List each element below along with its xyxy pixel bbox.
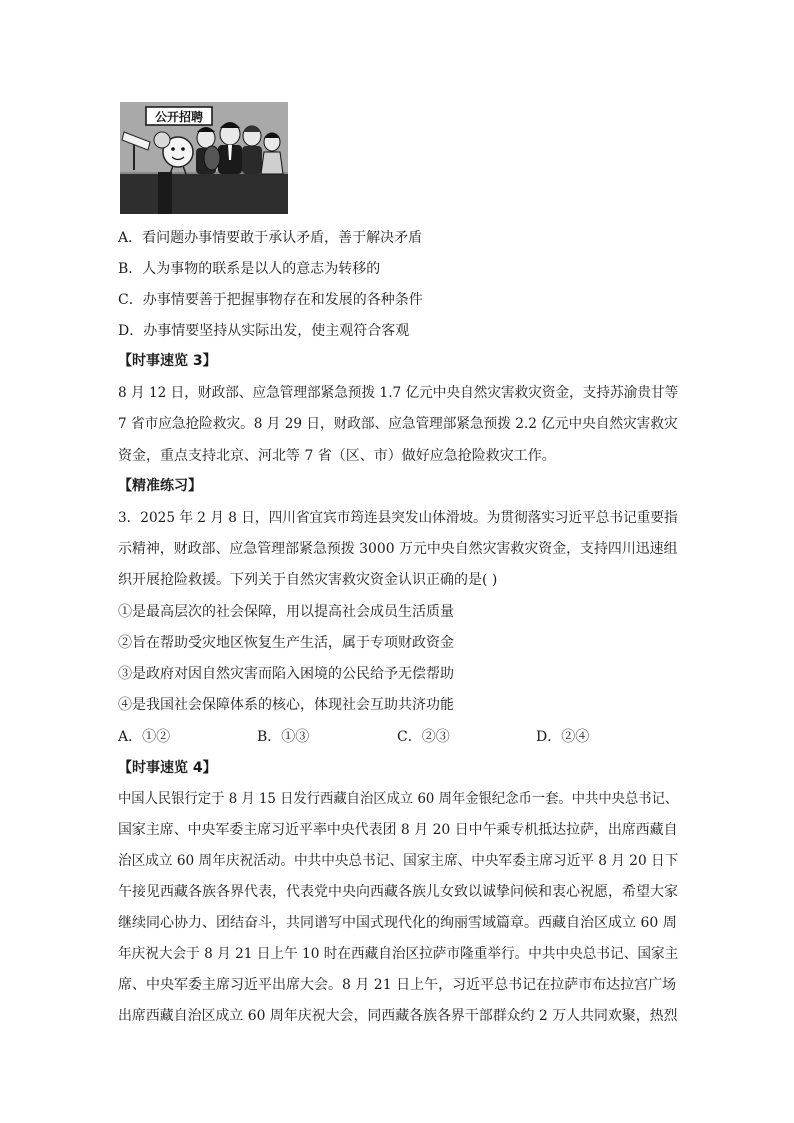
question-line: 3．2025 年 2 月 8 日，四川省宜宾市筠连县突发山体滑坡。为贯彻落实习近平总书记重要指 bbox=[118, 510, 678, 526]
option-c: C．办事情要善于把握事物存在和发展的各种条件 bbox=[118, 292, 423, 308]
statement-1: ①是最高层次的社会保障，用以提高社会成员生活质量 bbox=[118, 604, 454, 620]
news4-line: 年庆祝大会于 8 月 21 日上午 10 时在西藏自治区拉萨市隆重举行。中共中央总书记、国家主 bbox=[118, 946, 679, 962]
option-a: A．看问题办事情要敢于承认矛盾，善于解决矛盾 bbox=[118, 230, 423, 246]
statement-4: ④是我国社会保障体系的核心，体现社会互助共济功能 bbox=[118, 697, 454, 713]
choice-c: C．②③ bbox=[397, 729, 450, 745]
choice-d: D．②④ bbox=[536, 729, 590, 745]
news3-line: 资金，重点支持北京、河北等 7 省（区、市）做好应急抢险救灾工作。 bbox=[118, 448, 556, 464]
question-line: 示精神，财政部、应急管理部紧急预拨 3000 万元中央自然灾害救灾资金，支持四川迅速组 bbox=[118, 541, 678, 557]
news4-line: 国家主席、中央军委主席习近平率中央代表团 8 月 20 日中午乘专机抵达拉萨，出席西藏自 bbox=[118, 822, 678, 838]
news3-line: 7 省市应急抢险救灾。8 月 29 日，财政部、应急管理部紧急预拨 2.2 亿元中央自然灾害救灾 bbox=[118, 416, 678, 432]
practice-heading: 【精准练习】 bbox=[118, 478, 202, 494]
cartoon-illustration bbox=[120, 102, 288, 214]
news4-line: 中国人民银行定于 8 月 15 日发行西藏自治区成立 60 周年金银纪念币一套。中共中央总书记、 bbox=[118, 791, 679, 807]
news4-line: 午接见西藏各族各界代表，代表党中央向西藏各族儿女致以诚挚问候和衷心祝愿，希望大家 bbox=[118, 884, 678, 900]
choice-b: B．①③ bbox=[257, 729, 310, 745]
news4-heading: 【时事速览 4】 bbox=[118, 760, 217, 776]
choice-a: A．①② bbox=[118, 729, 171, 745]
news3-line: 8 月 12 日，财政部、应急管理部紧急预拨 1.7 亿元中央自然灾害救灾资金，支持苏渝贵甘等 bbox=[118, 385, 679, 401]
news4-line: 席、中央军委主席习近平出席大会。8 月 21 日上午，习近平总书记在拉萨市布达拉宫广场 bbox=[118, 977, 677, 993]
option-d: D．办事情要坚持从实际出发，使主观符合客观 bbox=[118, 323, 410, 339]
option-b: B．人为事物的联系是以人的意志为转移的 bbox=[118, 261, 381, 277]
statement-3: ③是政府对因自然灾害而陷入困境的公民给予无偿帮助 bbox=[118, 666, 454, 682]
news4-line: 出席西藏自治区成立 60 周年庆祝大会，同西藏各族各界干部群众约 2 万人共同欢聚，热烈 bbox=[118, 1008, 678, 1024]
news4-line: 治区成立 60 周年庆祝活动。中共中央总书记、国家主席、中央军委主席习近平 8 月 20 日下 bbox=[118, 853, 679, 869]
news4-line: 继续同心协力、团结奋斗，共同谱写中国式现代化的绚丽雪域篇章。西藏自治区成立 60 周 bbox=[118, 915, 677, 931]
statement-2: ②旨在帮助受灾地区恢复生产生活，属于专项财政资金 bbox=[118, 635, 454, 651]
sign-text: 公开招聘 bbox=[154, 110, 204, 124]
news3-heading: 【时事速览 3】 bbox=[118, 353, 217, 369]
question-line: 织开展抢险救援。下列关于自然灾害救灾资金认识正确的是( ) bbox=[118, 572, 498, 588]
